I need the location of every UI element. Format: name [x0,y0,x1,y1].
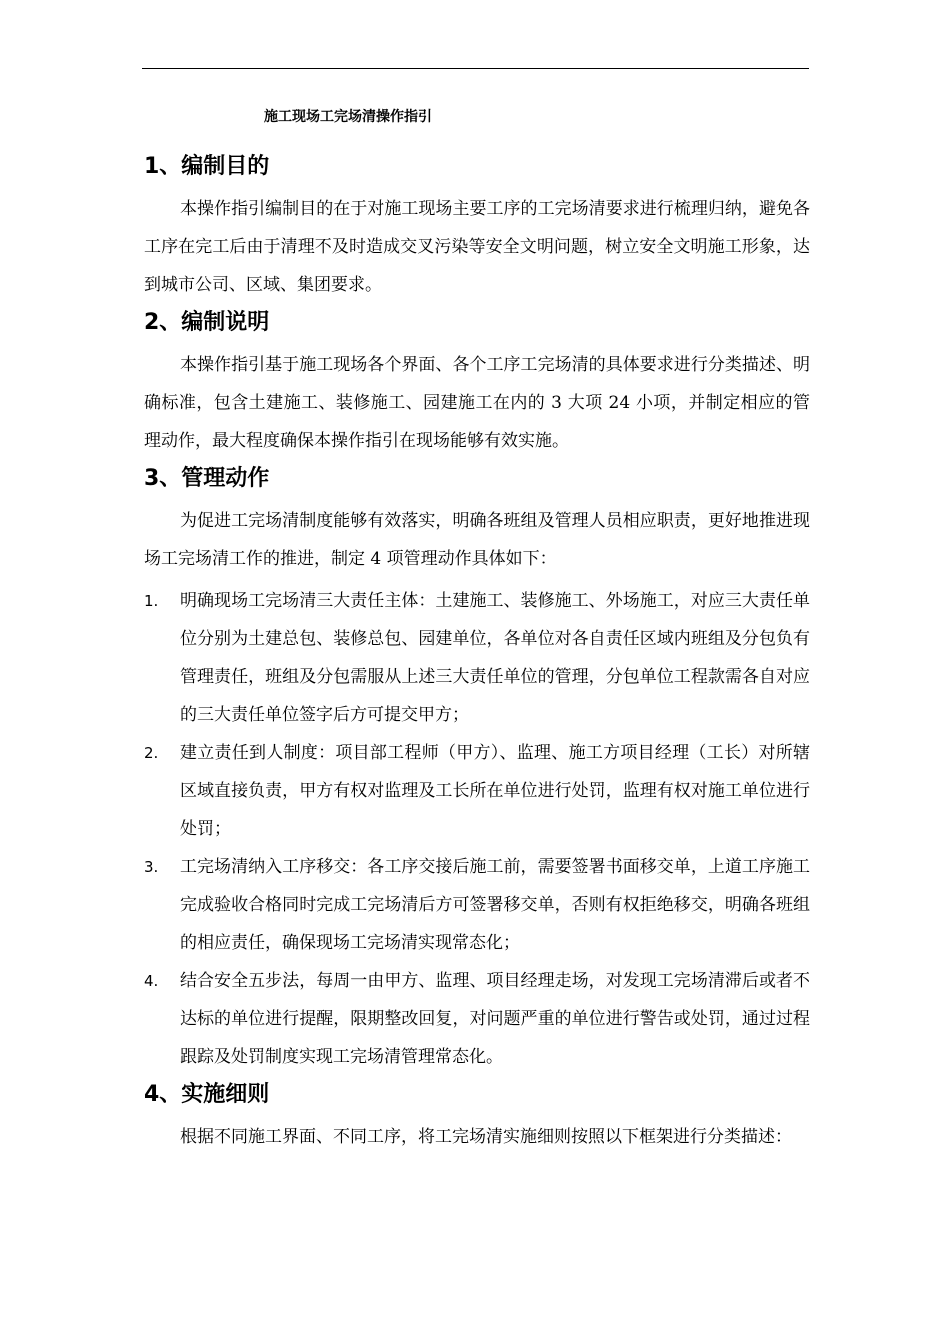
list-item-number: 4. [144,972,159,990]
list-item-number: 2. [144,744,159,762]
management-actions-list [144,582,810,1076]
list-item-text: 明确现场工完场清三大责任主体：土建施工、装修施工、外场施工，对应三大责任单位分别为土建总包、装修总包、园建单位，各单位对各自责任区域内班组及分包负有管理责任，班组及分包需服从上述三大责任单位的管理，分包单位工程款需各自对应的三大责任单位签字后方可提交甲方； [180,591,810,725]
section-heading-description: 2、编制说明 [144,310,270,335]
section-paragraph: 本操作指引编制目的在于对施工现场主要工序的工完场清要求进行梳理归纳，避免各工序在完工后由于清理不及时造成交叉污染等安全文明问题，树立安全文明施工形象，达到城市公司、区域、集团要求。 [144,199,810,295]
header-rule [142,68,809,69]
section-paragraph: 根据不同施工界面、不同工序，将工完场清实施细则按照以下框架进行分类描述： [180,1127,792,1147]
list-item-text: 建立责任到人制度：项目部工程师（甲方）、监理、施工方项目经理（工长）对所辖区域直接负责，甲方有权对监理及工长所在单位进行处罚，监理有权对施工单位进行处罚； [180,743,810,839]
section-heading-implementation: 4、实施细则 [144,1082,270,1107]
list-item [144,734,810,848]
section-paragraph: 本操作指引基于施工现场各个界面、各个工序工完场清的具体要求进行分类描述、明确标准，包含土建施工、装修施工、园建施工在内的 3 大项 24 小项，并制定相应的管理动作，最大程度确保本操作指引在现场能够有效实施。 [144,355,810,451]
list-item-text: 结合安全五步法，每周一由甲方、监理、项目经理走场，对发现工完场清滞后或者不达标的单位进行提醒，限期整改回复，对问题严重的单位进行警告或处罚，通过过程跟踪及处罚制度实现工完场清管理常态化。 [180,971,810,1067]
list-item [144,848,810,962]
list-item [144,582,810,734]
section-heading-management-actions: 3、管理动作 [144,466,270,491]
section-heading-purpose: 1、编制目的 [144,154,270,179]
section-paragraph: 为促进工完场清制度能够有效落实，明确各班组及管理人员相应职责，更好地推进现场工完场清工作的推进，制定 4 项管理动作具体如下： [144,511,810,569]
document-body [144,152,810,1160]
document-title: 施工现场工完场清操作指引 [264,109,432,125]
list-item-text: 工完场清纳入工序移交：各工序交接后施工前，需要签署书面移交单，上道工序施工完成验收合格同时完成工完场清后方可签署移交单，否则有权拒绝移交，明确各班组的相应责任，确保现场工完场清实现常态化； [180,857,810,953]
list-item [144,962,810,1076]
list-item-number: 1. [144,592,159,610]
list-item-number: 3. [144,858,159,876]
